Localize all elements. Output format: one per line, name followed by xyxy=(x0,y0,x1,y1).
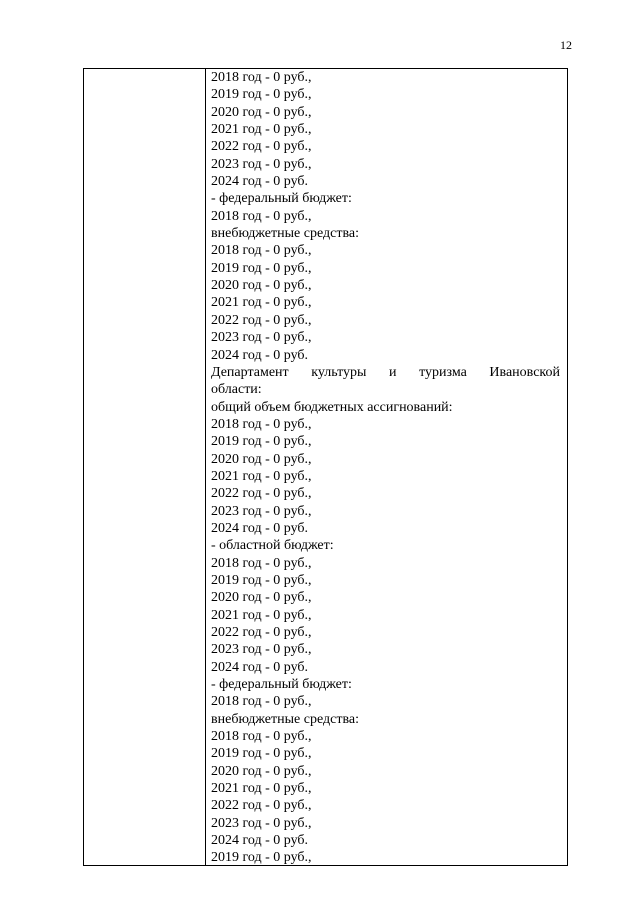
text-line: 2018 год - 0 руб., xyxy=(211,694,312,710)
text-line: 2019 год - 0 руб., xyxy=(211,434,312,450)
text-line: 2023 год - 0 руб., xyxy=(211,156,312,172)
text-line: 2020 год - 0 руб., xyxy=(211,590,312,606)
text-line: 2020 год - 0 руб., xyxy=(211,451,312,467)
text-line: 2024 год - 0 руб. xyxy=(211,833,309,849)
text-line: общий объем бюджетных ассигнований: xyxy=(211,399,453,415)
text-line: внебюджетные средства: xyxy=(211,226,359,242)
text-line: - областной бюджет: xyxy=(211,538,334,554)
text-line: 2023 год - 0 руб., xyxy=(211,503,312,519)
text-line: 2018 год - 0 руб., xyxy=(211,70,312,85)
department-heading: Департамент культуры и туризма Ивановской xyxy=(211,364,560,380)
text-line: 2018 год - 0 руб., xyxy=(211,208,312,224)
text-line: 2018 год - 0 руб., xyxy=(211,729,312,745)
text-line: 2023 год - 0 руб., xyxy=(211,815,312,831)
text-line: 2024 год - 0 руб. xyxy=(211,520,309,536)
text-line: области: xyxy=(211,382,262,398)
text-line: - федеральный бюджет: xyxy=(211,191,352,207)
text-line: 2020 год - 0 руб., xyxy=(211,763,312,779)
text-line: 2020 год - 0 руб., xyxy=(211,104,312,120)
text-line: 2022 год - 0 руб., xyxy=(211,625,312,640)
text-line: 2021 год - 0 руб., xyxy=(211,295,312,311)
text-line: 2021 год - 0 руб., xyxy=(211,607,312,623)
text-line: 2021 год - 0 руб., xyxy=(211,468,312,484)
text-line: 2018 год - 0 руб., xyxy=(211,555,312,571)
text-line: 2018 год - 0 руб., xyxy=(211,243,312,259)
text-line: 2019 год - 0 руб., xyxy=(211,260,312,276)
text-line: 2022 год - 0 руб., xyxy=(211,312,312,328)
text-line: 2022 год - 0 руб., xyxy=(211,486,312,502)
text-line: 2019 год - 0 руб., xyxy=(211,850,312,866)
text-line: внебюджетные средства: xyxy=(211,711,359,727)
text-line: 2021 год - 0 руб., xyxy=(211,122,312,138)
text-line: 2019 год - 0 руб., xyxy=(211,572,312,588)
text-line: 2023 год - 0 руб., xyxy=(211,330,312,346)
page-number: 12 xyxy=(560,38,572,52)
text-line: 2018 год - 0 руб., xyxy=(211,416,312,432)
text-line: 2020 год - 0 руб., xyxy=(211,278,312,294)
text-line: 2024 год - 0 руб. xyxy=(211,174,309,190)
table-left-cell xyxy=(84,69,206,865)
text-line: 2019 год - 0 руб., xyxy=(211,87,312,103)
text-line: - федеральный бюджет: xyxy=(211,677,352,693)
text-line: 2023 год - 0 руб., xyxy=(211,642,312,658)
text-line: 2022 год - 0 руб., xyxy=(211,139,312,155)
table-right-cell xyxy=(206,69,567,865)
text-line: 2022 год - 0 руб., xyxy=(211,798,312,814)
text-line: 2024 год - 0 руб. xyxy=(211,347,309,363)
text-line: 2024 год - 0 руб. xyxy=(211,659,309,675)
text-line: 2019 год - 0 руб., xyxy=(211,746,312,762)
text-line: 2021 год - 0 руб., xyxy=(211,781,312,797)
budget-table xyxy=(83,68,568,866)
